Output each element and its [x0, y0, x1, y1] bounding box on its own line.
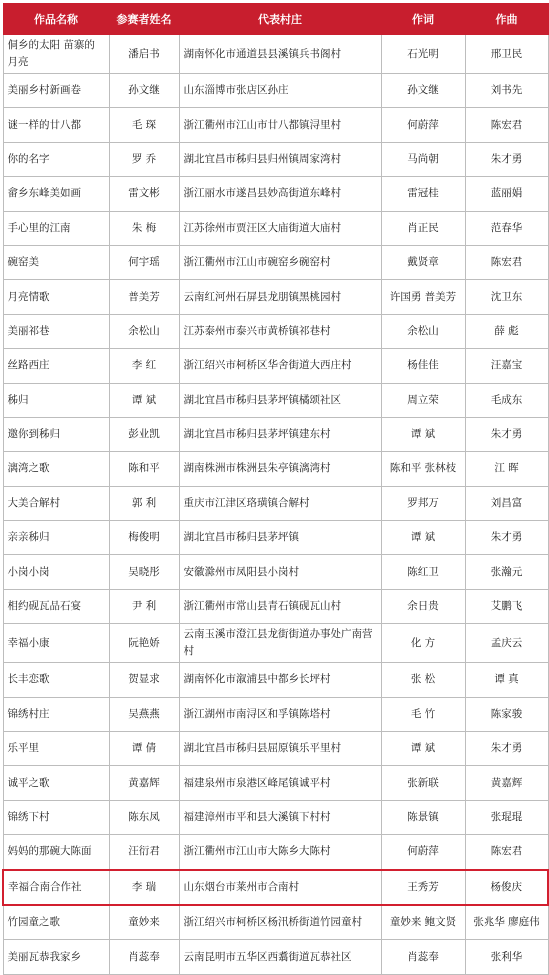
author-cell: 毛 琛 — [109, 108, 179, 142]
table-row — [3, 245, 548, 279]
work-title-cell: 秭归 — [3, 383, 109, 417]
composer-cell: 黄嘉辉 — [465, 766, 548, 800]
village-cell: 云南玉溪市澄江县龙街街道办事处广南营村 — [179, 624, 381, 663]
lyricist-cell: 罗邦万 — [381, 486, 465, 520]
village-cell: 山东淄博市张店区孙庄 — [179, 74, 381, 108]
table-row — [3, 905, 548, 940]
work-title-cell: 乐平里 — [3, 732, 109, 766]
author-cell: 潘启书 — [109, 35, 179, 74]
table-row — [3, 835, 548, 870]
village-cell: 浙江湖州市南浔区和孚镇陈塔村 — [179, 697, 381, 731]
table-body — [3, 35, 548, 975]
composer-cell: 陈宏君 — [465, 108, 548, 142]
table-row-highlighted — [3, 870, 548, 905]
composer-cell: 朱才勇 — [465, 142, 548, 176]
table-row — [3, 314, 548, 348]
table-row — [3, 35, 548, 74]
composer-cell: 谭 真 — [465, 663, 548, 697]
village-cell: 浙江衢州市江山市大陈乡大陈村 — [179, 835, 381, 870]
composer-cell: 陈宏君 — [465, 835, 548, 870]
work-title-cell: 谜一样的廿八都 — [3, 108, 109, 142]
table-row — [3, 624, 548, 663]
village-cell: 浙江衢州市常山县青石镇砚瓦山村 — [179, 589, 381, 623]
composer-cell: 张瀚元 — [465, 555, 548, 589]
author-cell: 谭 斌 — [109, 383, 179, 417]
table-row — [3, 108, 548, 142]
author-cell: 黄嘉辉 — [109, 766, 179, 800]
author-cell: 陈和平 — [109, 452, 179, 486]
village-cell: 湖南株洲市株洲县朱亭镇漓湾村 — [179, 452, 381, 486]
lyricist-cell: 谭 斌 — [381, 521, 465, 555]
lyricist-cell: 许国勇 普美芳 — [381, 280, 465, 314]
composer-cell: 张利华 — [465, 940, 548, 974]
composer-cell: 刘昌富 — [465, 486, 548, 520]
lyricist-cell: 肖正民 — [381, 211, 465, 245]
table-row — [3, 280, 548, 314]
village-cell: 浙江衢州市江山市碗窑乡碗窑村 — [179, 245, 381, 279]
work-title-cell: 手心里的江南 — [3, 211, 109, 245]
village-cell: 浙江绍兴市柯桥区华舍街道大西庄村 — [179, 349, 381, 383]
work-title-cell: 小岗小岗 — [3, 555, 109, 589]
table-row — [3, 732, 548, 766]
village-cell: 福建泉州市泉港区峰尾镇诚平村 — [179, 766, 381, 800]
lyricist-cell: 孙文继 — [381, 74, 465, 108]
author-cell: 何宇瑶 — [109, 245, 179, 279]
lyricist-cell: 何蔚萍 — [381, 108, 465, 142]
table-row — [3, 142, 548, 176]
table-row — [3, 521, 548, 555]
composer-cell: 刘书先 — [465, 74, 548, 108]
work-title-cell: 锦绣下村 — [3, 800, 109, 834]
village-cell: 安徽滁州市凤阳县小岗村 — [179, 555, 381, 589]
table-row — [3, 383, 548, 417]
composer-cell: 江 晖 — [465, 452, 548, 486]
author-cell: 罗 乔 — [109, 142, 179, 176]
village-cell: 湖北宜昌市秭归县茅坪镇 — [179, 521, 381, 555]
lyricist-cell: 雷冠桂 — [381, 177, 465, 211]
composer-cell: 陈宏君 — [465, 245, 548, 279]
composer-cell: 朱才勇 — [465, 521, 548, 555]
lyricist-cell: 肖蕊奉 — [381, 940, 465, 974]
author-cell: 李 瑞 — [109, 870, 179, 905]
work-title-cell: 美丽瓦恭我家乡 — [3, 940, 109, 974]
lyricist-cell: 谭 斌 — [381, 417, 465, 451]
composer-cell: 蓝丽娟 — [465, 177, 548, 211]
lyricist-cell: 周立荣 — [381, 383, 465, 417]
author-cell: 吴燕燕 — [109, 697, 179, 731]
table-row — [3, 697, 548, 731]
lyricist-cell: 童妙来 鲍文贤 — [381, 905, 465, 940]
composer-cell: 张兆华 廖庭伟 — [465, 905, 548, 940]
lyricist-cell: 何蔚萍 — [381, 835, 465, 870]
table-row — [3, 417, 548, 451]
author-cell: 阮艳娇 — [109, 624, 179, 663]
work-title-cell: 邀你到秭归 — [3, 417, 109, 451]
composer-cell: 朱才勇 — [465, 417, 548, 451]
composer-cell: 张琨琨 — [465, 800, 548, 834]
work-title-cell: 相约砚瓦品石宴 — [3, 589, 109, 623]
village-cell: 云南昆明市五华区西翥街道瓦恭社区 — [179, 940, 381, 974]
lyricist-cell: 张新联 — [381, 766, 465, 800]
author-cell: 郭 利 — [109, 486, 179, 520]
work-title-cell: 漓湾之歌 — [3, 452, 109, 486]
table-row — [3, 589, 548, 623]
work-title-cell: 美丽乡村新画卷 — [3, 74, 109, 108]
table-row — [3, 74, 548, 108]
work-title-cell: 幸福合南合作社 — [3, 870, 109, 905]
header-row — [3, 4, 548, 35]
lyricist-cell: 陈红卫 — [381, 555, 465, 589]
lyricist-cell: 张 松 — [381, 663, 465, 697]
lyricist-cell: 余松山 — [381, 314, 465, 348]
work-title-cell: 月亮情歌 — [3, 280, 109, 314]
work-title-cell: 丝路西庄 — [3, 349, 109, 383]
author-cell: 尹 利 — [109, 589, 179, 623]
lyricist-cell: 谭 斌 — [381, 732, 465, 766]
village-cell: 湖南怀化市通道县县溪镇兵书阁村 — [179, 35, 381, 74]
work-title-cell: 畲乡东峰美如画 — [3, 177, 109, 211]
table-row — [3, 800, 548, 834]
author-cell: 谭 倩 — [109, 732, 179, 766]
composer-cell: 孟庆云 — [465, 624, 548, 663]
village-cell: 湖北宜昌市秭归县茅坪镇橘颂社区 — [179, 383, 381, 417]
lyricist-cell: 毛 竹 — [381, 697, 465, 731]
village-cell: 山东烟台市莱州市合南村 — [179, 870, 381, 905]
work-title-cell: 美丽祁巷 — [3, 314, 109, 348]
works-table — [2, 3, 549, 975]
composer-cell: 杨俊庆 — [465, 870, 548, 905]
lyricist-cell: 陈景镇 — [381, 800, 465, 834]
composer-cell: 范春华 — [465, 211, 548, 245]
author-cell: 肖蕊奉 — [109, 940, 179, 974]
table-row — [3, 211, 548, 245]
table-container — [2, 3, 547, 975]
author-cell: 梅俊明 — [109, 521, 179, 555]
composer-cell: 艾鹏飞 — [465, 589, 548, 623]
village-cell: 浙江绍兴市柯桥区杨汛桥街道竹园童村 — [179, 905, 381, 940]
village-cell: 浙江丽水市遂昌县妙高街道东峰村 — [179, 177, 381, 211]
table-row — [3, 177, 548, 211]
lyricist-cell: 戴贤章 — [381, 245, 465, 279]
header-work-title: 作品名称 — [3, 4, 109, 35]
header-lyricist: 作词 — [381, 4, 465, 35]
table-row — [3, 766, 548, 800]
lyricist-cell: 马尚朝 — [381, 142, 465, 176]
village-cell: 江苏泰州市泰兴市黄桥镇祁巷村 — [179, 314, 381, 348]
village-cell: 福建漳州市平和县大溪镇下村村 — [179, 800, 381, 834]
work-title-cell: 侗乡的太阳 苗寨的月亮 — [3, 35, 109, 74]
village-cell: 云南红河州石屏县龙朋镇黑桃园村 — [179, 280, 381, 314]
table-row — [3, 940, 548, 974]
header-composer: 作曲 — [465, 4, 548, 35]
work-title-cell: 亲亲秭归 — [3, 521, 109, 555]
table-row — [3, 555, 548, 589]
village-cell: 湖南怀化市溆浦县中都乡长坪村 — [179, 663, 381, 697]
author-cell: 童妙来 — [109, 905, 179, 940]
author-cell: 雷文彬 — [109, 177, 179, 211]
table-header — [3, 4, 548, 35]
composer-cell: 汪嘉宝 — [465, 349, 548, 383]
table-row — [3, 452, 548, 486]
work-title-cell: 大美合解村 — [3, 486, 109, 520]
lyricist-cell: 余日贵 — [381, 589, 465, 623]
author-cell: 李 红 — [109, 349, 179, 383]
work-title-cell: 你的名字 — [3, 142, 109, 176]
work-title-cell: 碗窑美 — [3, 245, 109, 279]
author-cell: 吴晓彤 — [109, 555, 179, 589]
header-author: 参赛者姓名 — [109, 4, 179, 35]
composer-cell: 毛成东 — [465, 383, 548, 417]
work-title-cell: 竹园童之歌 — [3, 905, 109, 940]
lyricist-cell: 石光明 — [381, 35, 465, 74]
author-cell: 普美芳 — [109, 280, 179, 314]
author-cell: 余松山 — [109, 314, 179, 348]
author-cell: 汪衍君 — [109, 835, 179, 870]
village-cell: 湖北宜昌市秭归县茅坪镇建东村 — [179, 417, 381, 451]
village-cell: 浙江衢州市江山市廿八都镇浔里村 — [179, 108, 381, 142]
village-cell: 湖北宜昌市秭归县归州镇周家湾村 — [179, 142, 381, 176]
lyricist-cell: 化 方 — [381, 624, 465, 663]
author-cell: 陈东凤 — [109, 800, 179, 834]
author-cell: 孙文继 — [109, 74, 179, 108]
author-cell: 贺显求 — [109, 663, 179, 697]
composer-cell: 朱才勇 — [465, 732, 548, 766]
author-cell: 彭业凯 — [109, 417, 179, 451]
table-row — [3, 486, 548, 520]
composer-cell: 沈卫东 — [465, 280, 548, 314]
author-cell: 朱 梅 — [109, 211, 179, 245]
composer-cell: 邢卫民 — [465, 35, 548, 74]
work-title-cell: 诚平之歌 — [3, 766, 109, 800]
lyricist-cell: 杨佳佳 — [381, 349, 465, 383]
table-row — [3, 349, 548, 383]
village-cell: 重庆市江津区珞璜镇合解村 — [179, 486, 381, 520]
village-cell: 江苏徐州市贾汪区大庙街道大庙村 — [179, 211, 381, 245]
work-title-cell: 妈妈的那碗大陈面 — [3, 835, 109, 870]
header-village: 代表村庄 — [179, 4, 381, 35]
work-title-cell: 锦绣村庄 — [3, 697, 109, 731]
lyricist-cell: 陈和平 张林枝 — [381, 452, 465, 486]
lyricist-cell: 王秀芳 — [381, 870, 465, 905]
village-cell: 湖北宜昌市秭归县屈原镇乐平里村 — [179, 732, 381, 766]
work-title-cell: 幸福小康 — [3, 624, 109, 663]
work-title-cell: 长丰恋歌 — [3, 663, 109, 697]
table-row — [3, 663, 548, 697]
composer-cell: 陈家骏 — [465, 697, 548, 731]
composer-cell: 薛 彪 — [465, 314, 548, 348]
